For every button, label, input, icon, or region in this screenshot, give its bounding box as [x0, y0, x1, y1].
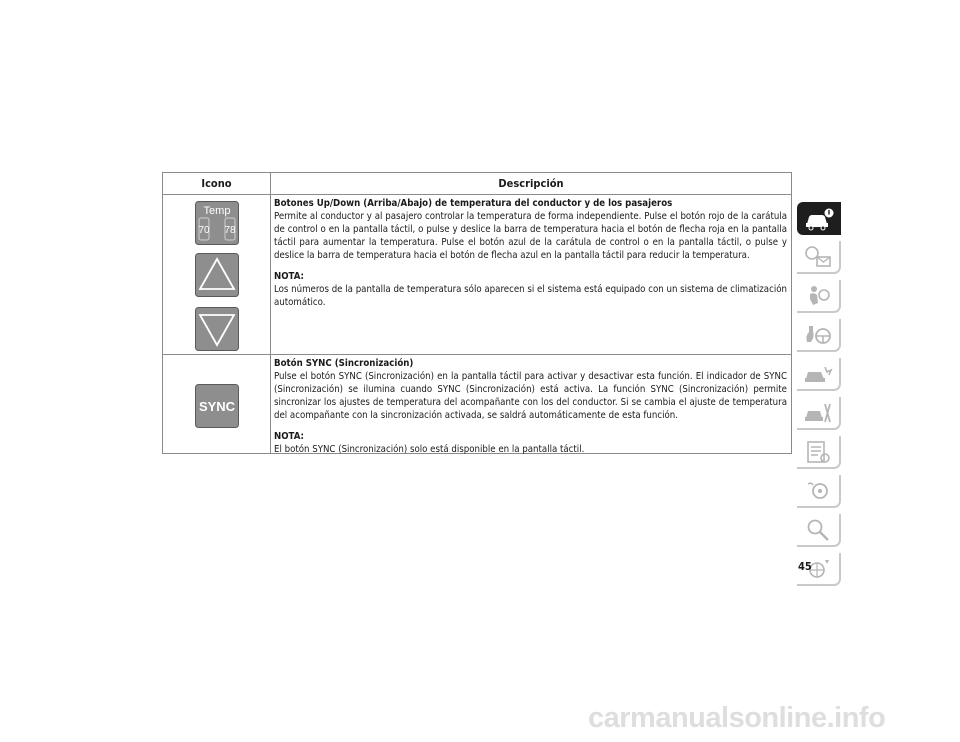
arrow-up-icon: [195, 253, 239, 297]
icon-cell: [163, 355, 271, 453]
tab-car-info[interactable]: [797, 202, 841, 235]
note-label: NOTA:: [274, 431, 305, 442]
temperature-display-icon: [195, 201, 239, 245]
temp-label: Temp: [203, 205, 230, 217]
temp-left-value: 70: [197, 225, 210, 236]
tab-specs[interactable]: [797, 436, 841, 469]
watermark: carmanualsonline.info: [588, 702, 886, 734]
note-text: El botón SYNC (Sincronización) solo está disponible en la pantalla táctil.: [274, 444, 585, 455]
note-label: NOTA:: [274, 271, 305, 282]
steering-icon: [803, 322, 833, 348]
tab-service[interactable]: [797, 397, 841, 430]
table-header: [163, 173, 791, 195]
airbag-icon: [803, 283, 833, 309]
crash-icon: [803, 361, 833, 387]
description-cell: [271, 195, 791, 354]
row-title: Botones Up/Down (Arriba/Abajo) de temperatura del conductor y de los pasajeros: [274, 198, 673, 209]
tab-airbag[interactable]: [797, 280, 841, 313]
service-icon: [803, 400, 833, 426]
note-text: Los números de la pantalla de temperatura sólo aparecen si el sistema está equipado con un sistema de climatización automático.: [274, 284, 787, 308]
tab-multimedia[interactable]: [797, 475, 841, 508]
controls-table: [162, 172, 792, 454]
row-body: Pulse el botón SYNC (Sincronización) en la pantalla táctil para activar y desactivar esta función. El indicador de SYNC (Sincronización) se ilumina cuando SYNC (Sincronización) está activa. La función SYNC (Sincronización) permite sincronizar los ajustes de temperatura del acompañante con los del conductor. Si se cambia el ajuste de temperatura del acompañante con la sincronización activada, se saldrá automáticamente de esta función.: [274, 371, 787, 421]
table-row: [163, 195, 791, 355]
header-icon: Icono: [163, 173, 271, 194]
tab-search[interactable]: [797, 514, 841, 547]
table-row: [163, 355, 791, 453]
sync-icon: [195, 384, 239, 428]
sync-label: SYNC: [198, 399, 235, 414]
specs-icon: [803, 439, 833, 465]
temp-right-value: 78: [223, 225, 236, 236]
car-info-icon: [804, 206, 834, 232]
multimedia-icon: [803, 478, 833, 504]
page-number: 45: [798, 560, 812, 573]
row-title: Botón SYNC (Sincronización): [274, 358, 414, 369]
description-cell: [271, 355, 791, 453]
messages-icon: [803, 244, 833, 270]
header-description: Descripción: [498, 177, 564, 190]
icon-cell: [163, 195, 271, 354]
row-body: Permite al conductor y al pasajero controlar la temperatura de forma independiente. Pulse el botón rojo de la carátula de control o en la pantalla táctil, o pulse y deslice la barra de temperatura hacia el botón de flecha roja en la pantalla táctil para aumentar la temperatura. Pulse el botón azul de la carátula de control o en la pantalla táctil, o pulse y deslice la barra de temperatura hacia el botón de flecha azul en la pantalla táctil para reducir la temperatura.: [274, 211, 787, 261]
arrow-down-icon: [195, 307, 239, 351]
tab-crash[interactable]: [797, 358, 841, 391]
chapter-tabs: [797, 202, 841, 592]
tab-messages[interactable]: [797, 241, 841, 274]
search-icon: [803, 517, 833, 543]
tab-steering[interactable]: [797, 319, 841, 352]
